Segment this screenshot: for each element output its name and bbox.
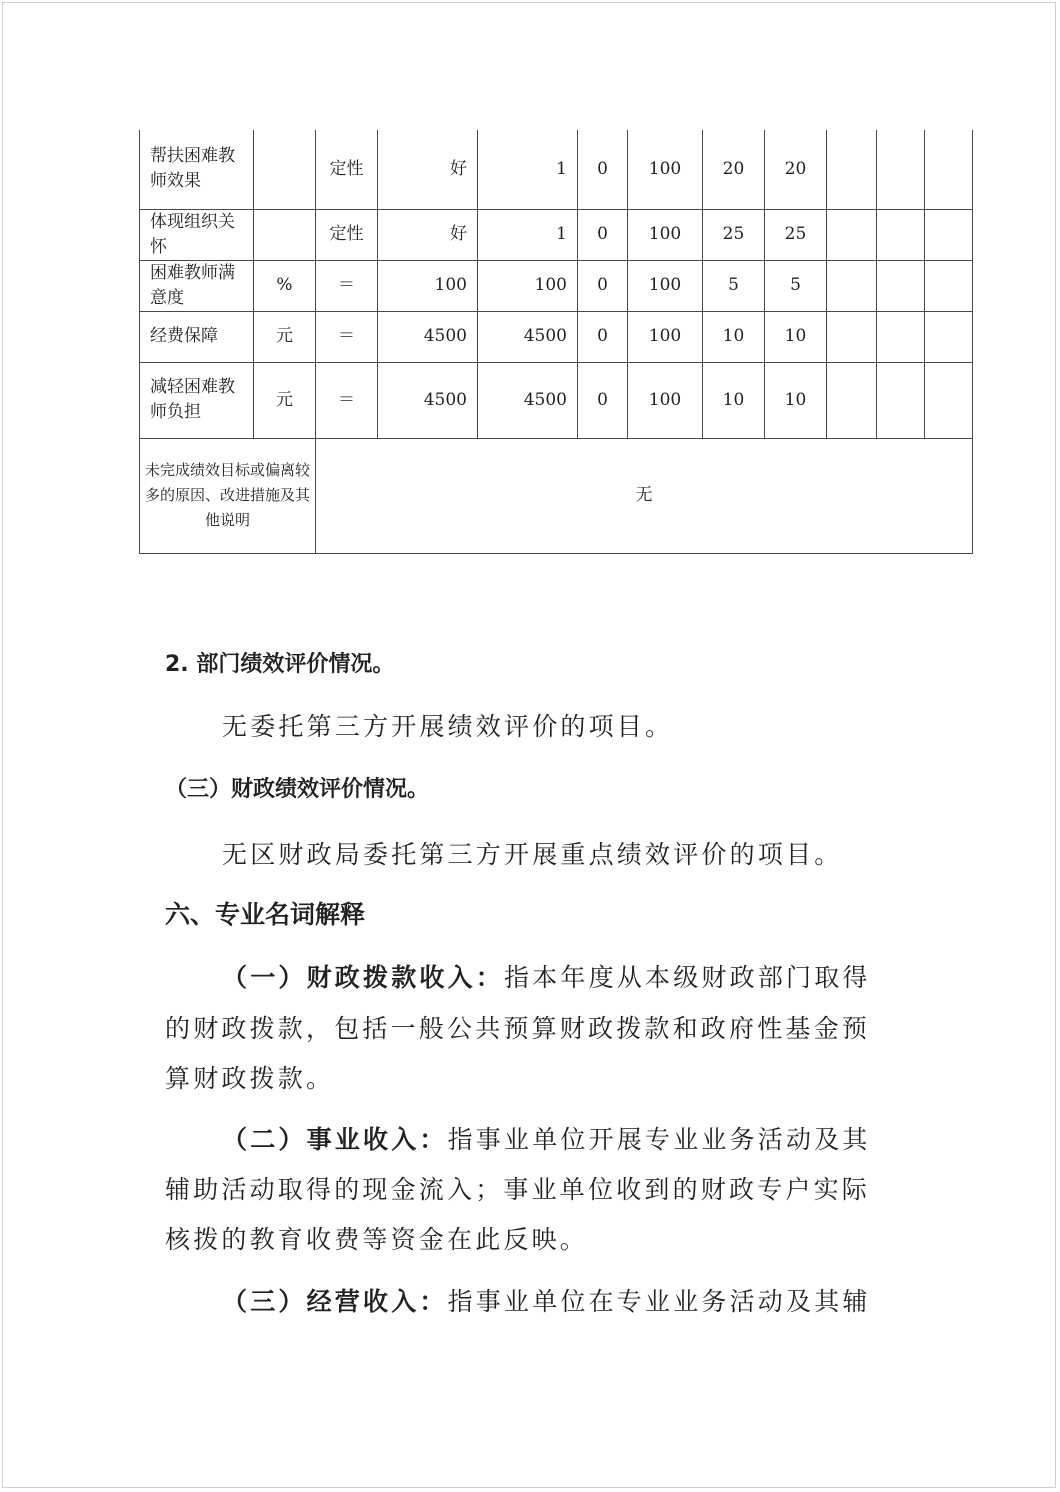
indicator-cell: 经费保障 — [140, 311, 254, 362]
operator-cell: 定性 — [316, 209, 378, 260]
empty-cell — [877, 260, 925, 311]
unit-cell: % — [254, 260, 316, 311]
completion-cell: 100 — [628, 209, 703, 260]
term-label: （一）财政拨款收入： — [222, 963, 505, 992]
note-value-cell: 无 — [316, 438, 973, 553]
table-body — [140, 130, 973, 553]
term-definition: 指事业单位在专业业务活动及其辅 — [447, 1287, 871, 1316]
weight-cell: 5 — [703, 260, 765, 311]
indicator-cell: 体现组织关怀 — [140, 209, 254, 260]
term-definition: 指事业单位开展专业业务活动及其 — [447, 1125, 871, 1154]
score-cell: 10 — [765, 362, 827, 438]
score-cell: 25 — [765, 209, 827, 260]
empty-cell — [925, 130, 973, 209]
operator-cell: ＝ — [316, 362, 378, 438]
paragraph-line: 的财政拨款，包括一般公共预算财政拨款和政府性基金预 — [165, 1014, 871, 1043]
deviation-cell: 0 — [578, 130, 628, 209]
indicator-cell: 帮扶困难教师效果 — [140, 130, 254, 209]
completion-cell: 100 — [628, 130, 703, 209]
dept-eval-heading: 2. 部门绩效评价情况。 — [165, 652, 395, 677]
target-cell: 4500 — [378, 362, 478, 438]
term-label: （三）经营收入： — [222, 1287, 448, 1316]
weight-cell: 10 — [703, 311, 765, 362]
table-row — [140, 130, 973, 209]
table-row — [140, 362, 973, 438]
table-row — [140, 209, 973, 260]
indicator-cell: 减轻困难教师负担 — [140, 362, 254, 438]
indicator-cell: 困难教师满意度 — [140, 260, 254, 311]
empty-cell — [877, 362, 925, 438]
score-cell: 20 — [765, 130, 827, 209]
operator-cell: ＝ — [316, 260, 378, 311]
weight-cell: 10 — [703, 362, 765, 438]
empty-cell — [877, 130, 925, 209]
operator-cell: ＝ — [316, 311, 378, 362]
actual-cell: 1 — [478, 130, 578, 209]
paragraph-line: 核拨的教育收费等资金在此反映。 — [165, 1225, 589, 1254]
completion-cell: 100 — [628, 362, 703, 438]
completion-cell: 100 — [628, 311, 703, 362]
target-cell: 好 — [378, 209, 478, 260]
glossary-item-1 — [222, 958, 871, 994]
actual-cell: 1 — [478, 209, 578, 260]
score-cell: 5 — [765, 260, 827, 311]
deviation-cell: 0 — [578, 362, 628, 438]
empty-cell — [827, 311, 877, 362]
term-definition: 指本年度从本级财政部门取得 — [504, 963, 871, 992]
actual-cell: 4500 — [478, 311, 578, 362]
note-row — [140, 438, 973, 553]
weight-cell: 20 — [703, 130, 765, 209]
target-cell: 好 — [378, 130, 478, 209]
unit-cell — [254, 209, 316, 260]
unit-cell — [254, 130, 316, 209]
weight-cell: 25 — [703, 209, 765, 260]
table-row — [140, 311, 973, 362]
actual-cell: 4500 — [478, 362, 578, 438]
target-cell: 4500 — [378, 311, 478, 362]
fiscal-eval-text: 无区财政局委托第三方开展重点绩效评价的项目。 — [222, 840, 843, 869]
unit-cell: 元 — [254, 311, 316, 362]
paragraph-line: 辅助活动取得的现金流入；事业单位收到的财政专户实际 — [165, 1175, 871, 1204]
fiscal-eval-heading: （三）财政绩效评价情况。 — [165, 777, 430, 802]
empty-cell — [827, 362, 877, 438]
glossary-heading: 六、专业名词解释 — [165, 900, 366, 929]
empty-cell — [925, 209, 973, 260]
paragraph-line: 算财政拨款。 — [165, 1064, 335, 1093]
empty-cell — [877, 311, 925, 362]
note-label-cell: 未完成绩效目标或偏离较多的原因、改进措施及其他说明 — [140, 438, 316, 553]
deviation-cell: 0 — [578, 209, 628, 260]
operator-cell: 定性 — [316, 130, 378, 209]
empty-cell — [827, 130, 877, 209]
empty-cell — [925, 260, 973, 311]
empty-cell — [877, 209, 925, 260]
empty-cell — [925, 362, 973, 438]
glossary-item-2 — [222, 1120, 871, 1156]
empty-cell — [925, 311, 973, 362]
glossary-item-3 — [222, 1282, 871, 1318]
unit-cell: 元 — [254, 362, 316, 438]
score-cell: 10 — [765, 311, 827, 362]
deviation-cell: 0 — [578, 311, 628, 362]
completion-cell: 100 — [628, 260, 703, 311]
performance-table — [139, 130, 973, 554]
actual-cell: 100 — [478, 260, 578, 311]
target-cell: 100 — [378, 260, 478, 311]
empty-cell — [827, 260, 877, 311]
deviation-cell: 0 — [578, 260, 628, 311]
empty-cell — [827, 209, 877, 260]
dept-eval-text: 无委托第三方开展绩效评价的项目。 — [222, 712, 674, 741]
term-label: （二）事业收入： — [222, 1125, 448, 1154]
table-row — [140, 260, 973, 311]
